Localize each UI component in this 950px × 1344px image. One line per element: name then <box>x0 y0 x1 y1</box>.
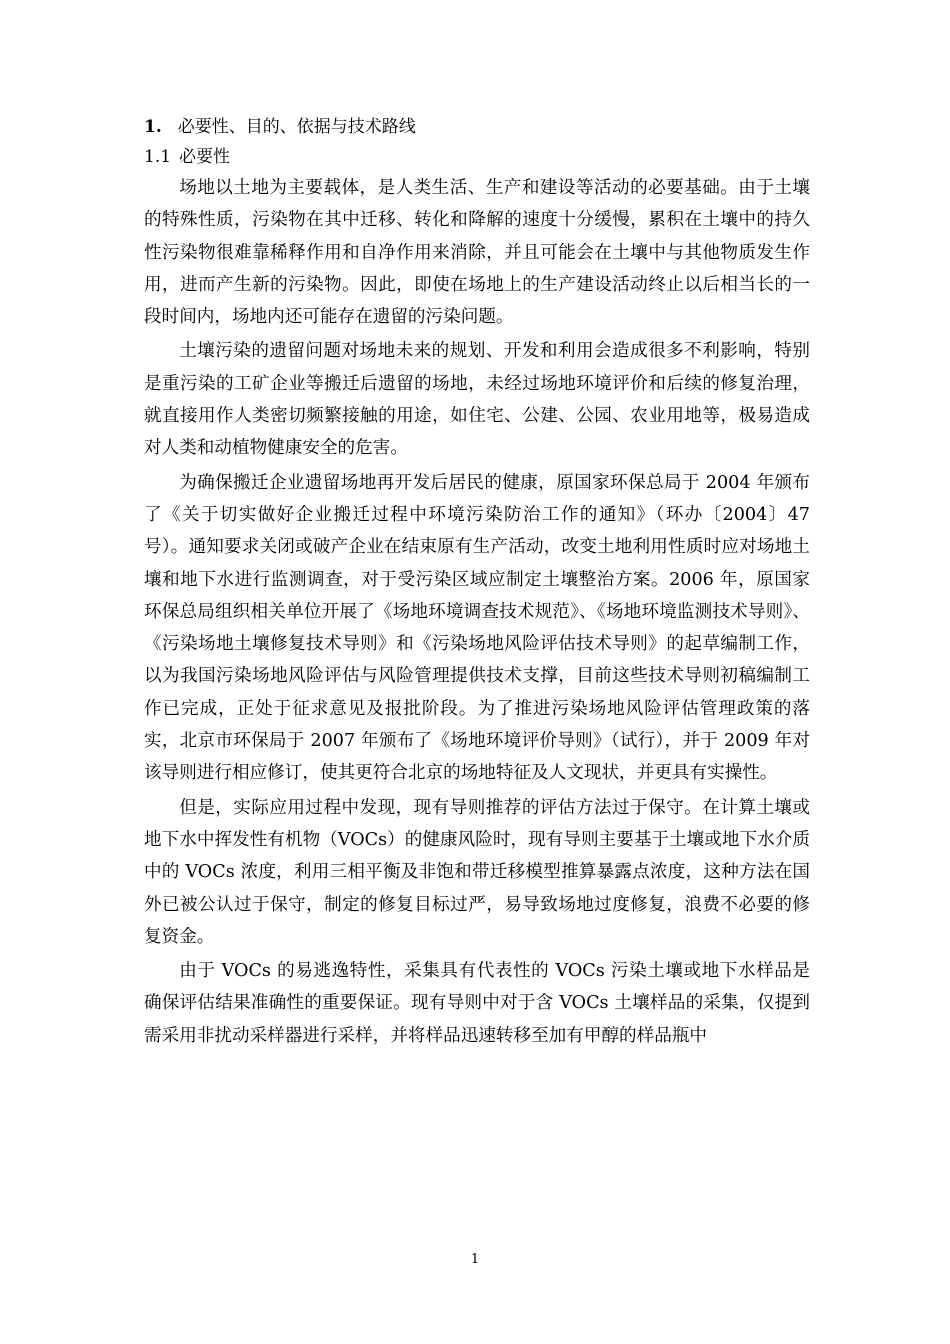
paragraph-2: 土壤污染的遗留问题对场地未来的规划、开发和利用会造成很多不利影响，特别是重污染的工矿企业等搬迁后遗留的场地，未经过场地环境评价和后续的修复治理，就直接用作人类密切频繁接触的用途，如住宅、公建、公园、农业用地等，极易造成对人类和动植物健康安全的危害。 <box>144 341 810 459</box>
paragraph-3: 为确保搬迁企业遗留场地再开发后居民的健康，原国家环保总局于 2004 年颁布了《关于切实做好企业搬迁过程中环境污染防治工作的通知》（环办〔2004〕47 号）。通知要求关闭或破产企业在结束原有生产活动，改变土地利用性质时应对场地土壤和地下水进行监测调查，对于受污染区域应制定土壤整治方案。2006 年，原国家环保总局组织相关单位开展了《场地环境调查技术规范》、《场地环境监测技术导则》、《污染场地土壤修复技术导则》和《污染场地风险评估技术导则》的起草编制工作，以为我国污染场地风险评估与风险管理提供技术支撑，目前这些技术导则初稿编制工作已完成，正处于征求意见及报批阶段。为了推进污染场地风险评估管理政策的落实，北京市环保局于 2007 年颁布了《场地环境评价导则》（试行），并于 2009 年对该导则进行相应修订，使其更符合北京的场地特征及人文现状，并更具有实操性。 <box>144 472 810 784</box>
subsection-number: 1.1 <box>144 147 172 167</box>
paragraph-1: 场地以土地为主要载体，是人类生活、生产和建设等活动的必要基础。由于土壤的特殊性质，污染物在其中迁移、转化和降解的速度十分缓慢，累积在土壤中的持久性污染物很难靠稀释作用和自净作用来消除，并且可能会在土壤中与其他物质发生作用，进而产生新的污染物。因此，即使在场地上的生产建设活动终止以后相当长的一段时间内，场地内还可能存在遗留的污染问题。 <box>144 178 810 328</box>
paragraph-4: 但是，实际应用过程中发现，现有导则推荐的评估方法过于保守。在计算土壤或地下水中挥发性有机物（VOCs）的健康风险时，现有导则主要基于土壤或地下水介质中的 VOCs 浓度，利用三相平衡及非饱和带迁移模型推算暴露点浓度，这种方法在国外已被公认过于保守，制定的修复目标过严，易导致场地过度修复，浪费不必要的修复资金。 <box>144 797 810 947</box>
section-title: 必要性、目的、依据与技术路线 <box>177 117 416 137</box>
paragraph-5: 由于 VOCs 的易逃逸特性，采集具有代表性的 VOCs 污染土壤或地下水样品是确保评估结果准确性的重要保证。现有导则中对于含 VOCs 土壤样品的采集，仅提到需采用非扰动采样器进行采样，并将样品迅速转移至加有甲醇的样品瓶中 <box>144 961 810 1046</box>
page-content <box>144 112 810 1054</box>
subsection-heading <box>144 142 810 172</box>
section-number: 1. <box>144 117 162 137</box>
subsection-title: 必要性 <box>179 147 231 167</box>
page-number: 1 <box>470 1252 480 1267</box>
section-heading <box>144 112 810 142</box>
